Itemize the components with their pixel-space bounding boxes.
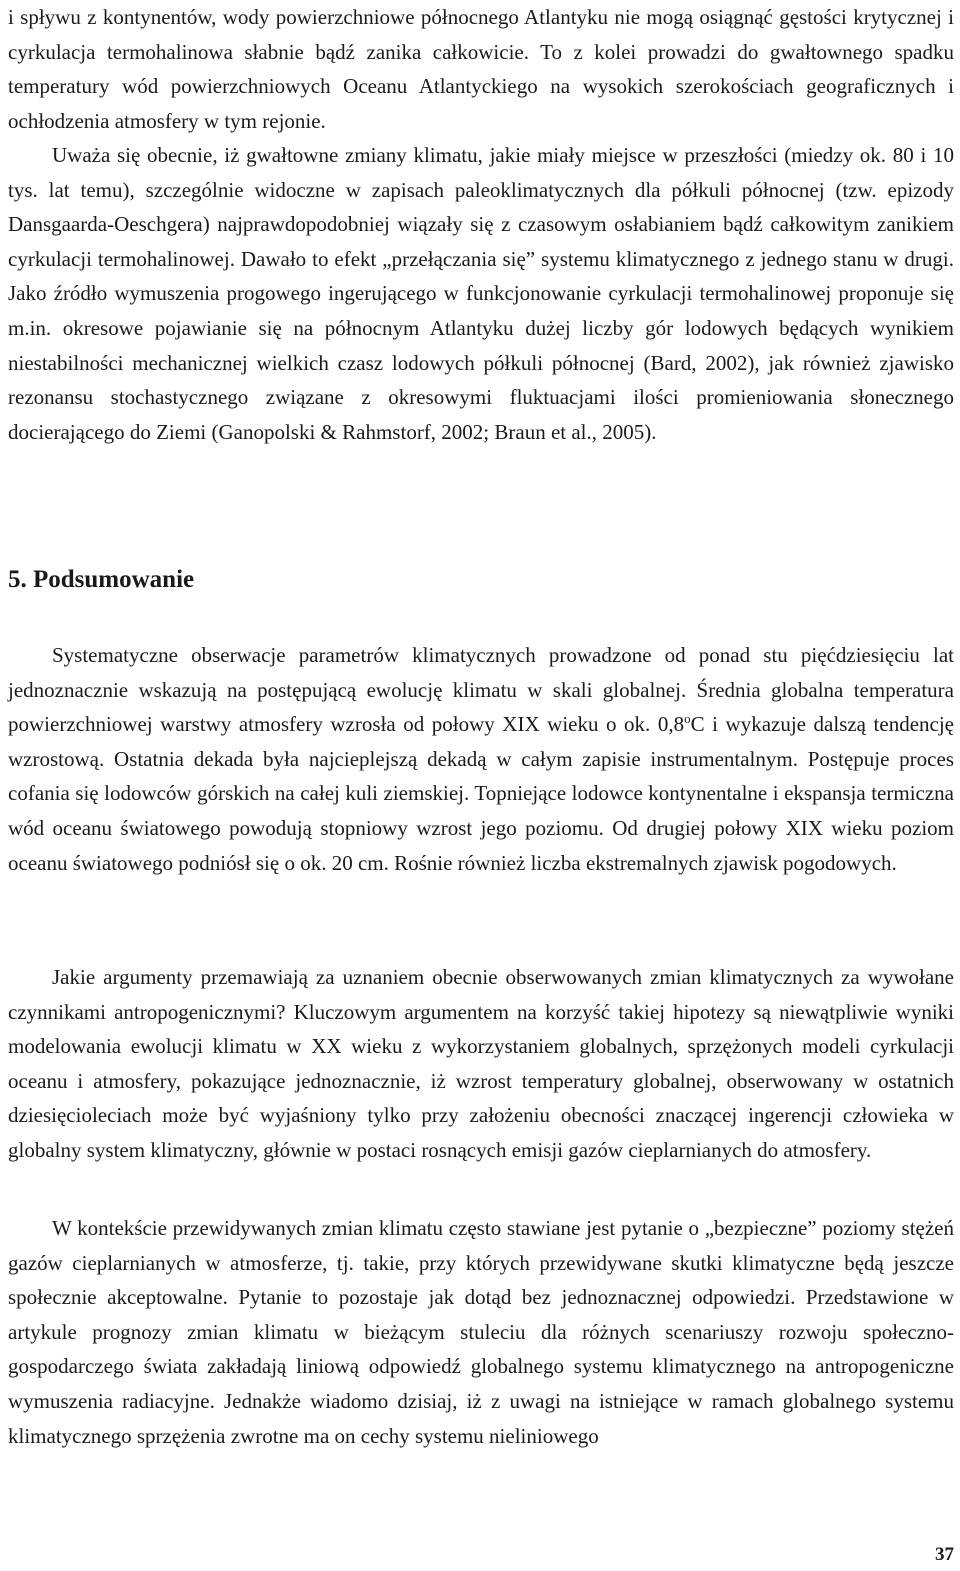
degree-superscript: o (684, 711, 691, 727)
paragraph-safe-levels: W kontekście przewidywanych zmian klimatu często stawiane jest pytanie o „bezpieczne” poziomy stężeń gazów cieplarnianych w atmosferze, tj. takie, przy których przewidywane skutki klimatyczne będą jeszcze społecznie akceptowalne. Pytanie to pozostaje jak dotąd bez jednoznacznej odpowiedzi. Przedstawione w artykule prognozy zmian klimatu w bieżącym stuleciu dla różnych scenariuszy rozwoju społeczno-gospodarczego świata zakładają liniową odpowiedź globalnego systemu klimatycznego na antropogeniczne wymuszenia radiacyjne. Jednakże wiadomo dzisiaj, iż z uwagi na istniejące w ramach globalnego systemu klimatycznego sprzężenia zwrotne ma on cechy systemu nieliniowego (8, 1216, 954, 1448)
paragraph-summary-observations (8, 638, 954, 880)
section-heading: 5. Podsumowanie (8, 566, 195, 593)
summary-text-part1: Systematyczne obserwacje parametrów klimatycznych prowadzone od ponad stu pięćdziesięciu lat jednoznacznie wskazują na postępującą ewolucję klimatu w skali globalnej. Średnia globalna temperatura powierzchniowej warstwy atmosfery wzrosła od połowy XIX wieku o ok. 0,8 (8, 643, 954, 737)
paragraph-anthropogenic-arguments: Jakie argumenty przemawiają za uznaniem obecnie obserwowanych zmian klimatycznych za wywołane czynnikami antropogenicznymi? Kluczowym argumentem na korzyść takiej hipotezy są niewątpliwie wyniki modelowania ewolucji klimatu w XX wieku z wykorzystaniem globalnych, sprzężonych modeli cyrkulacji oceanu i atmosfery, pokazujące jednoznacznie, iż wzrost temperatury globalnej, obserwowany w ostatnich dziesięcioleciach może być wyjaśniony tylko przy założeniu obecności znaczącej ingerencji człowieka w globalny system klimatyczny, głównie w postaci rosnących emisji gazów cieplarnianych do atmosfery. (8, 965, 954, 1162)
page-number: 37 (935, 1544, 954, 1565)
paragraph-abrupt-climate-changes: Uważa się obecnie, iż gwałtowne zmiany klimatu, jakie miały miejsce w przeszłości (miedzy ok. 80 i 10 tys. lat temu), szczególnie widoczne w zapisach paleoklimatycznych dla półkuli północnej (tzw. epizody Dansgaarda-Oeschgera) najprawdopodobniej wiązały się z czasowym osłabianiem bądź całkowitym zanikiem cyrkulacji termohalinowej. Dawało to efekt „przełączania się” systemu klimatycznego z jednego stanu w drugi. Jako źródło wymuszenia progowego ingerującego w funkcjonowanie cyrkulacji termohalinowej proponuje się m.in. okresowe pojawianie się na północnym Atlantyku dużej liczby gór lodowych będących wynikiem niestabilności mechanicznej wielkich czasz lodowych półkuli północnej (Bard, 2002), jak również zjawisko rezonansu stochastycznego związane z okresowymi fluktuacjami ilości promieniowania słonecznego docierającego do Ziemi (Ganopolski & Rahmstorf, 2002; Braun et al., 2005). (8, 143, 954, 444)
summary-text-part2: C i wykazuje dalszą tendencję wzrostową. Ostatnia dekada była najcieplejszą dekadą w całym zapisie instrumentalnym. Postępuje proces cofania się lodowców górskich na całej kuli ziemskiej. Topniejące lodowce kontynentalne i ekspansja termiczna wód oceanu światowego powodują stopniowy wzrost jego poziomu. Od drugiej połowy XIX wieku poziom oceanu światowego podniósł się o ok. 20 cm. Rośnie również liczba ekstremalnych zjawisk pogodowych. (8, 712, 954, 875)
paragraph-continuation: i spływu z kontynentów, wody powierzchniowe północnego Atlantyku nie mogą osiągnąć gęstości krytycznej i cyrkulacja termohalinowa słabnie bądź zanika całkowicie. To z kolei prowadzi do gwałtownego spadku temperatury wód powierzchniowych Oceanu Atlantyckiego na wysokich szerokościach geograficznych i ochłodzenia atmosfery w tym rejonie. (8, 5, 954, 133)
